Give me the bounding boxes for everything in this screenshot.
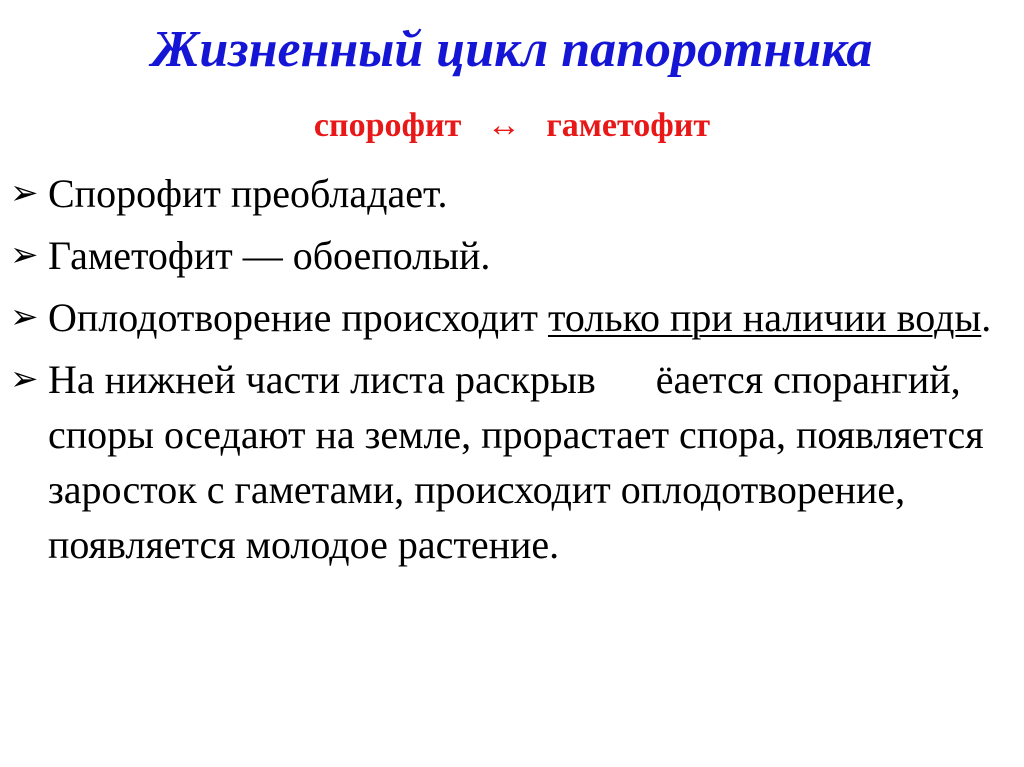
slide-title-text: Жизненный цикл папоротника [151,21,873,78]
arrow-bullet-icon: ➢ [10,297,39,337]
bullet-item [10,228,1014,283]
slide-title [0,18,1024,82]
bullet-text-part2: ёается спорангий, споры оседают на земле, прорастает спора, появляется заросток с гаметами, происходит оплодотворение, появляется молодое растение. [48,357,984,567]
bullet-item [10,290,1014,345]
slide-subtitle [0,102,1024,150]
bullet-text-before: Оплодотворение происходит [48,295,548,340]
bullet-text-underlined: только при наличии воды [547,295,982,340]
bullet-text-part1: На нижней части листа раскрыв [48,357,596,402]
arrow-bullet-icon: ➢ [10,359,39,399]
bullet-text: Гаметофит — обоеполый. [48,233,491,278]
arrow-bullet-icon: ➢ [10,235,39,275]
bullet-text-after: . [981,295,992,340]
double-arrow-icon: ↔ [486,107,521,144]
bullet-text: Спорофит преобладает. [48,171,448,216]
subtitle-gametophyte: гаметофит [546,107,711,144]
subtitle-sporophyte: спорофит [313,107,462,144]
bullet-list [10,166,1014,579]
bullet-item [10,166,1014,221]
bullet-item [10,352,1014,572]
arrow-bullet-icon: ➢ [10,173,39,213]
